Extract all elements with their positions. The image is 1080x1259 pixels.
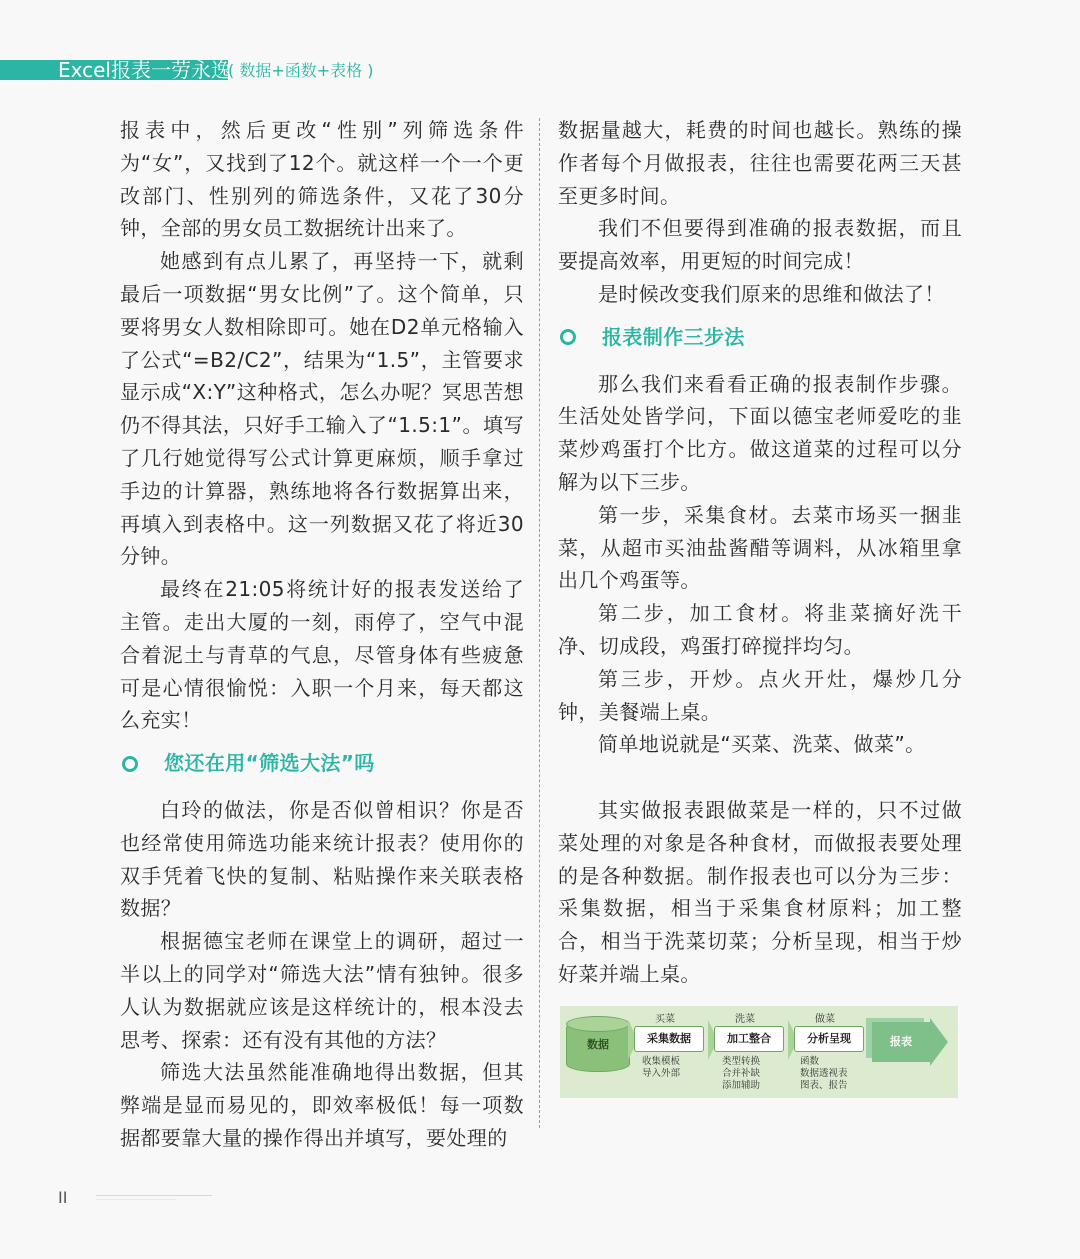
page-number: II — [58, 1188, 68, 1207]
paragraph: 那么我们来看看正确的报表制作步骤。生活处处皆学问，下面以德宝老师爱吃的韭菜炒鸡蛋打个比方。做这道菜的过程可以分解为以下三步。 — [558, 371, 962, 494]
section-heading — [120, 747, 524, 780]
paragraph: 第二步，加工食材。将韭菜摘好洗干净、切成段，鸡蛋打碎搅拌均匀。 — [558, 601, 962, 658]
paragraph: 是时候改变我们原来的思维和做法了！ — [598, 281, 945, 306]
footer-rule — [96, 1199, 176, 1200]
book-subtitle: ( 数据+函数+表格 ) — [228, 61, 374, 80]
stage-box: 加工整合 — [714, 1026, 784, 1052]
paragraph: 筛选大法虽然能准确地得出数据，但其弊端是显而易见的，即效率极低！每一项数据都要靠大量的操作得出并填写，要处理的 — [120, 1060, 524, 1150]
stage-items: 类型转换 合并补缺 添加辅助 — [722, 1056, 761, 1091]
arrow-right-icon — [930, 1018, 948, 1066]
paragraph: 她感到有点儿累了，再坚持一下，就剩最后一项数据“男女比例”了。这个简单，只要将男女人数相除即可。她在D2单元格输入了公式“=B2/C2”，结果为“1.5”，主管要求显示成“X:Y”这种格式，怎么办呢？冥思苦想仍不得其法，只好手工输入了“1.5:1”。填写了几行她觉得写公式计算更麻烦，顺手拿过手边的计算器，熟练地将各行数据算出来，再填入到表格中。这一列数据又花了将近30分钟。 — [120, 249, 524, 569]
section-heading — [558, 321, 962, 354]
column-divider — [539, 118, 540, 1128]
circle-bullet-icon — [122, 756, 138, 772]
left-column — [120, 114, 524, 1155]
section-title: 报表制作三步法 — [602, 324, 745, 349]
stage-title: 洗菜 — [735, 1014, 755, 1025]
paragraph: 第三步，开炒。点火开灶，爆炒几分钟，美餐端上桌。 — [558, 666, 962, 724]
paragraph: 根据德宝老师在课堂上的调研，超过一半以上的同学对“筛选大法”情有独钟。很多人认为数据就应该是这样统计的，根本没去思考、探索：还有没有其他的方法？ — [120, 929, 524, 1052]
process-diagram — [560, 1006, 958, 1098]
diagram-output-label: 报表 — [872, 1022, 930, 1062]
book-title: Excel报表一劳永逸 — [58, 58, 231, 82]
stage-items: 收集模板 导入外部 — [642, 1056, 681, 1079]
paragraph: 简单地说就是“买菜、洗菜、做菜”。 — [598, 732, 926, 757]
section-title: 您还在用“筛选大法”吗 — [164, 751, 375, 776]
stage-title: 做菜 — [815, 1014, 835, 1025]
paragraph: 其实做报表跟做菜是一样的，只不过做菜处理的对象是各种食材，而做报表要处理的是各种数据。制作报表也可以分为三步：采集数据，相当于采集食材原料；加工整合，相当于洗菜切菜；分析呈现，相当于炒好菜并端上桌。 — [558, 797, 962, 986]
paragraph: 报表中，然后更改“性别”列筛选条件为“女”，又找到了12个。就这样一个一个更改部门、性别列的筛选条件，又花了30分钟，全部的男女员工数据统计出来了。 — [120, 118, 524, 241]
stage-box: 采集数据 — [634, 1026, 704, 1052]
stage-items: 函数 数据透视表 图表、报告 — [800, 1056, 848, 1091]
paragraph: 最终在21:05将统计好的报表发送给了主管。走出大厦的一刻，雨停了，空气中混合着泥土与青草的气息，尽管身体有些疲惫可是心情很愉悦：入职一个月来，每天都这么充实！ — [120, 577, 524, 733]
stage-title: 买菜 — [655, 1014, 675, 1025]
stage-box: 分析呈现 — [794, 1026, 864, 1052]
paragraph: 第一步，采集食材。去菜市场买一捆韭菜，从超市买油盐酱醋等调料，从冰箱里拿出几个鸡蛋等。 — [558, 502, 962, 593]
paragraph: 我们不但要得到准确的报表数据，而且要提高效率，用更短的时间完成！ — [558, 216, 962, 274]
right-column — [558, 114, 962, 991]
footer-rule — [96, 1195, 212, 1196]
paragraph: 白玲的做法，你是否似曾相识？你是否也经常使用筛选功能来统计报表？使用你的双手凭着飞快的复制、粘贴操作来关联表格数据？ — [120, 797, 524, 921]
diagram-source-label: 数据 — [587, 1038, 609, 1051]
paragraph: 数据量越大，耗费的时间也越长。熟练的操作者每个月做报表，往往也需要花两三天甚至更多时间。 — [558, 118, 962, 208]
circle-bullet-icon — [560, 329, 576, 345]
